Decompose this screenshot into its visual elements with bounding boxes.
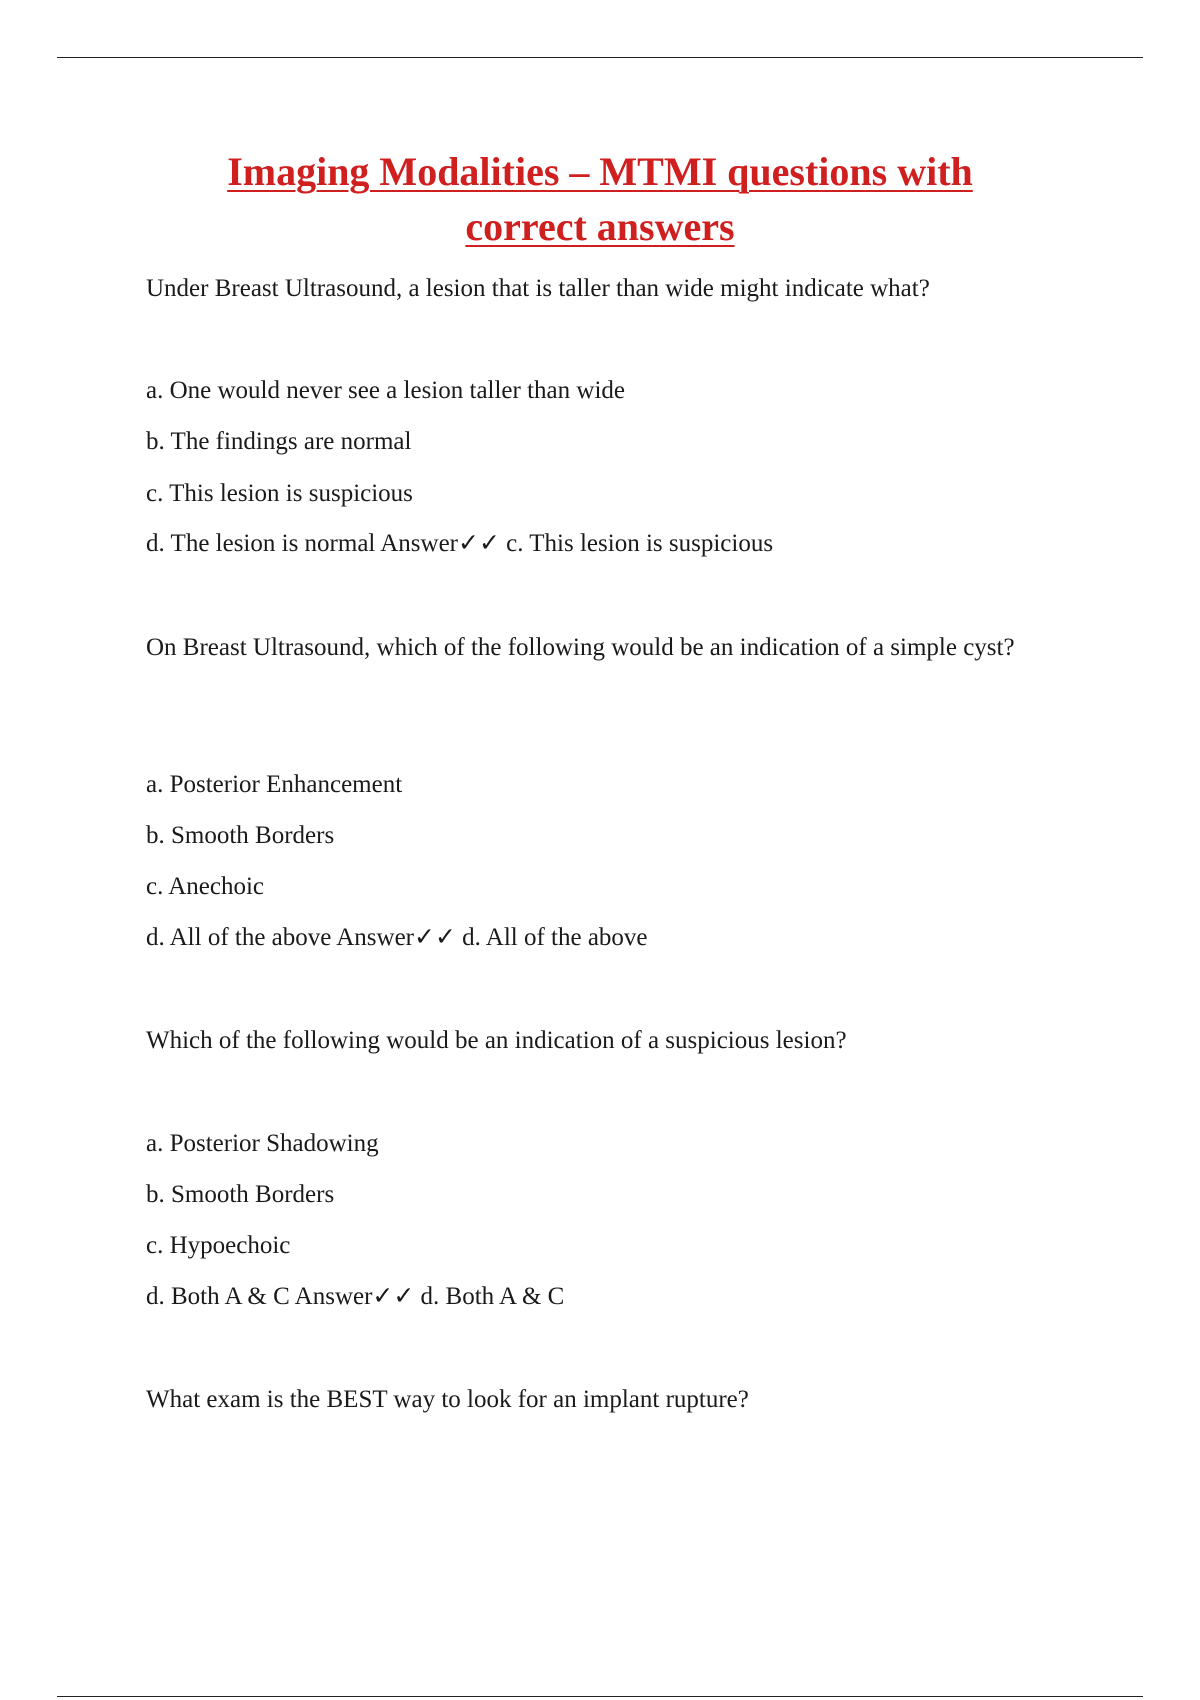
title-line-2: correct answers: [465, 204, 735, 249]
question-1-option-d-answer: d. The lesion is normal Answer✓✓ c. This lesion is suspicious: [146, 530, 774, 557]
question-3-prompt: Which of the following would be an indication of a suspicious lesion?: [146, 1027, 847, 1054]
title-line-1: Imaging Modalities – MTMI questions with: [227, 149, 973, 194]
question-1-prompt: Under Breast Ultrasound, a lesion that is taller than wide might indicate what?: [146, 275, 930, 302]
question-3-option-b: b. Smooth Borders: [146, 1181, 335, 1208]
question-2-option-a: a. Posterior Enhancement: [146, 771, 403, 798]
top-rule: [57, 57, 1143, 58]
question-3-option-a: a. Posterior Shadowing: [146, 1130, 379, 1157]
question-1-option-c: c. This lesion is suspicious: [146, 480, 413, 507]
question-3-option-d-answer: d. Both A & C Answer✓✓ d. Both A & C: [146, 1283, 565, 1310]
question-1-option-a: a. One would never see a lesion taller than wide: [146, 377, 625, 404]
question-2-prompt: On Breast Ultrasound, which of the following would be an indication of a simple cyst?: [146, 634, 1015, 661]
bottom-rule: [57, 1696, 1143, 1697]
question-1-option-b: b. The findings are normal: [146, 428, 412, 455]
question-3-option-c: c. Hypoechoic: [146, 1232, 291, 1259]
question-2-option-d-answer: d. All of the above Answer✓✓ d. All of the above: [146, 924, 648, 951]
document-title: [146, 144, 1054, 254]
question-4-prompt: What exam is the BEST way to look for an implant rupture?: [146, 1386, 749, 1413]
question-2-option-b: b. Smooth Borders: [146, 822, 335, 849]
question-2-option-c: c. Anechoic: [146, 873, 265, 900]
